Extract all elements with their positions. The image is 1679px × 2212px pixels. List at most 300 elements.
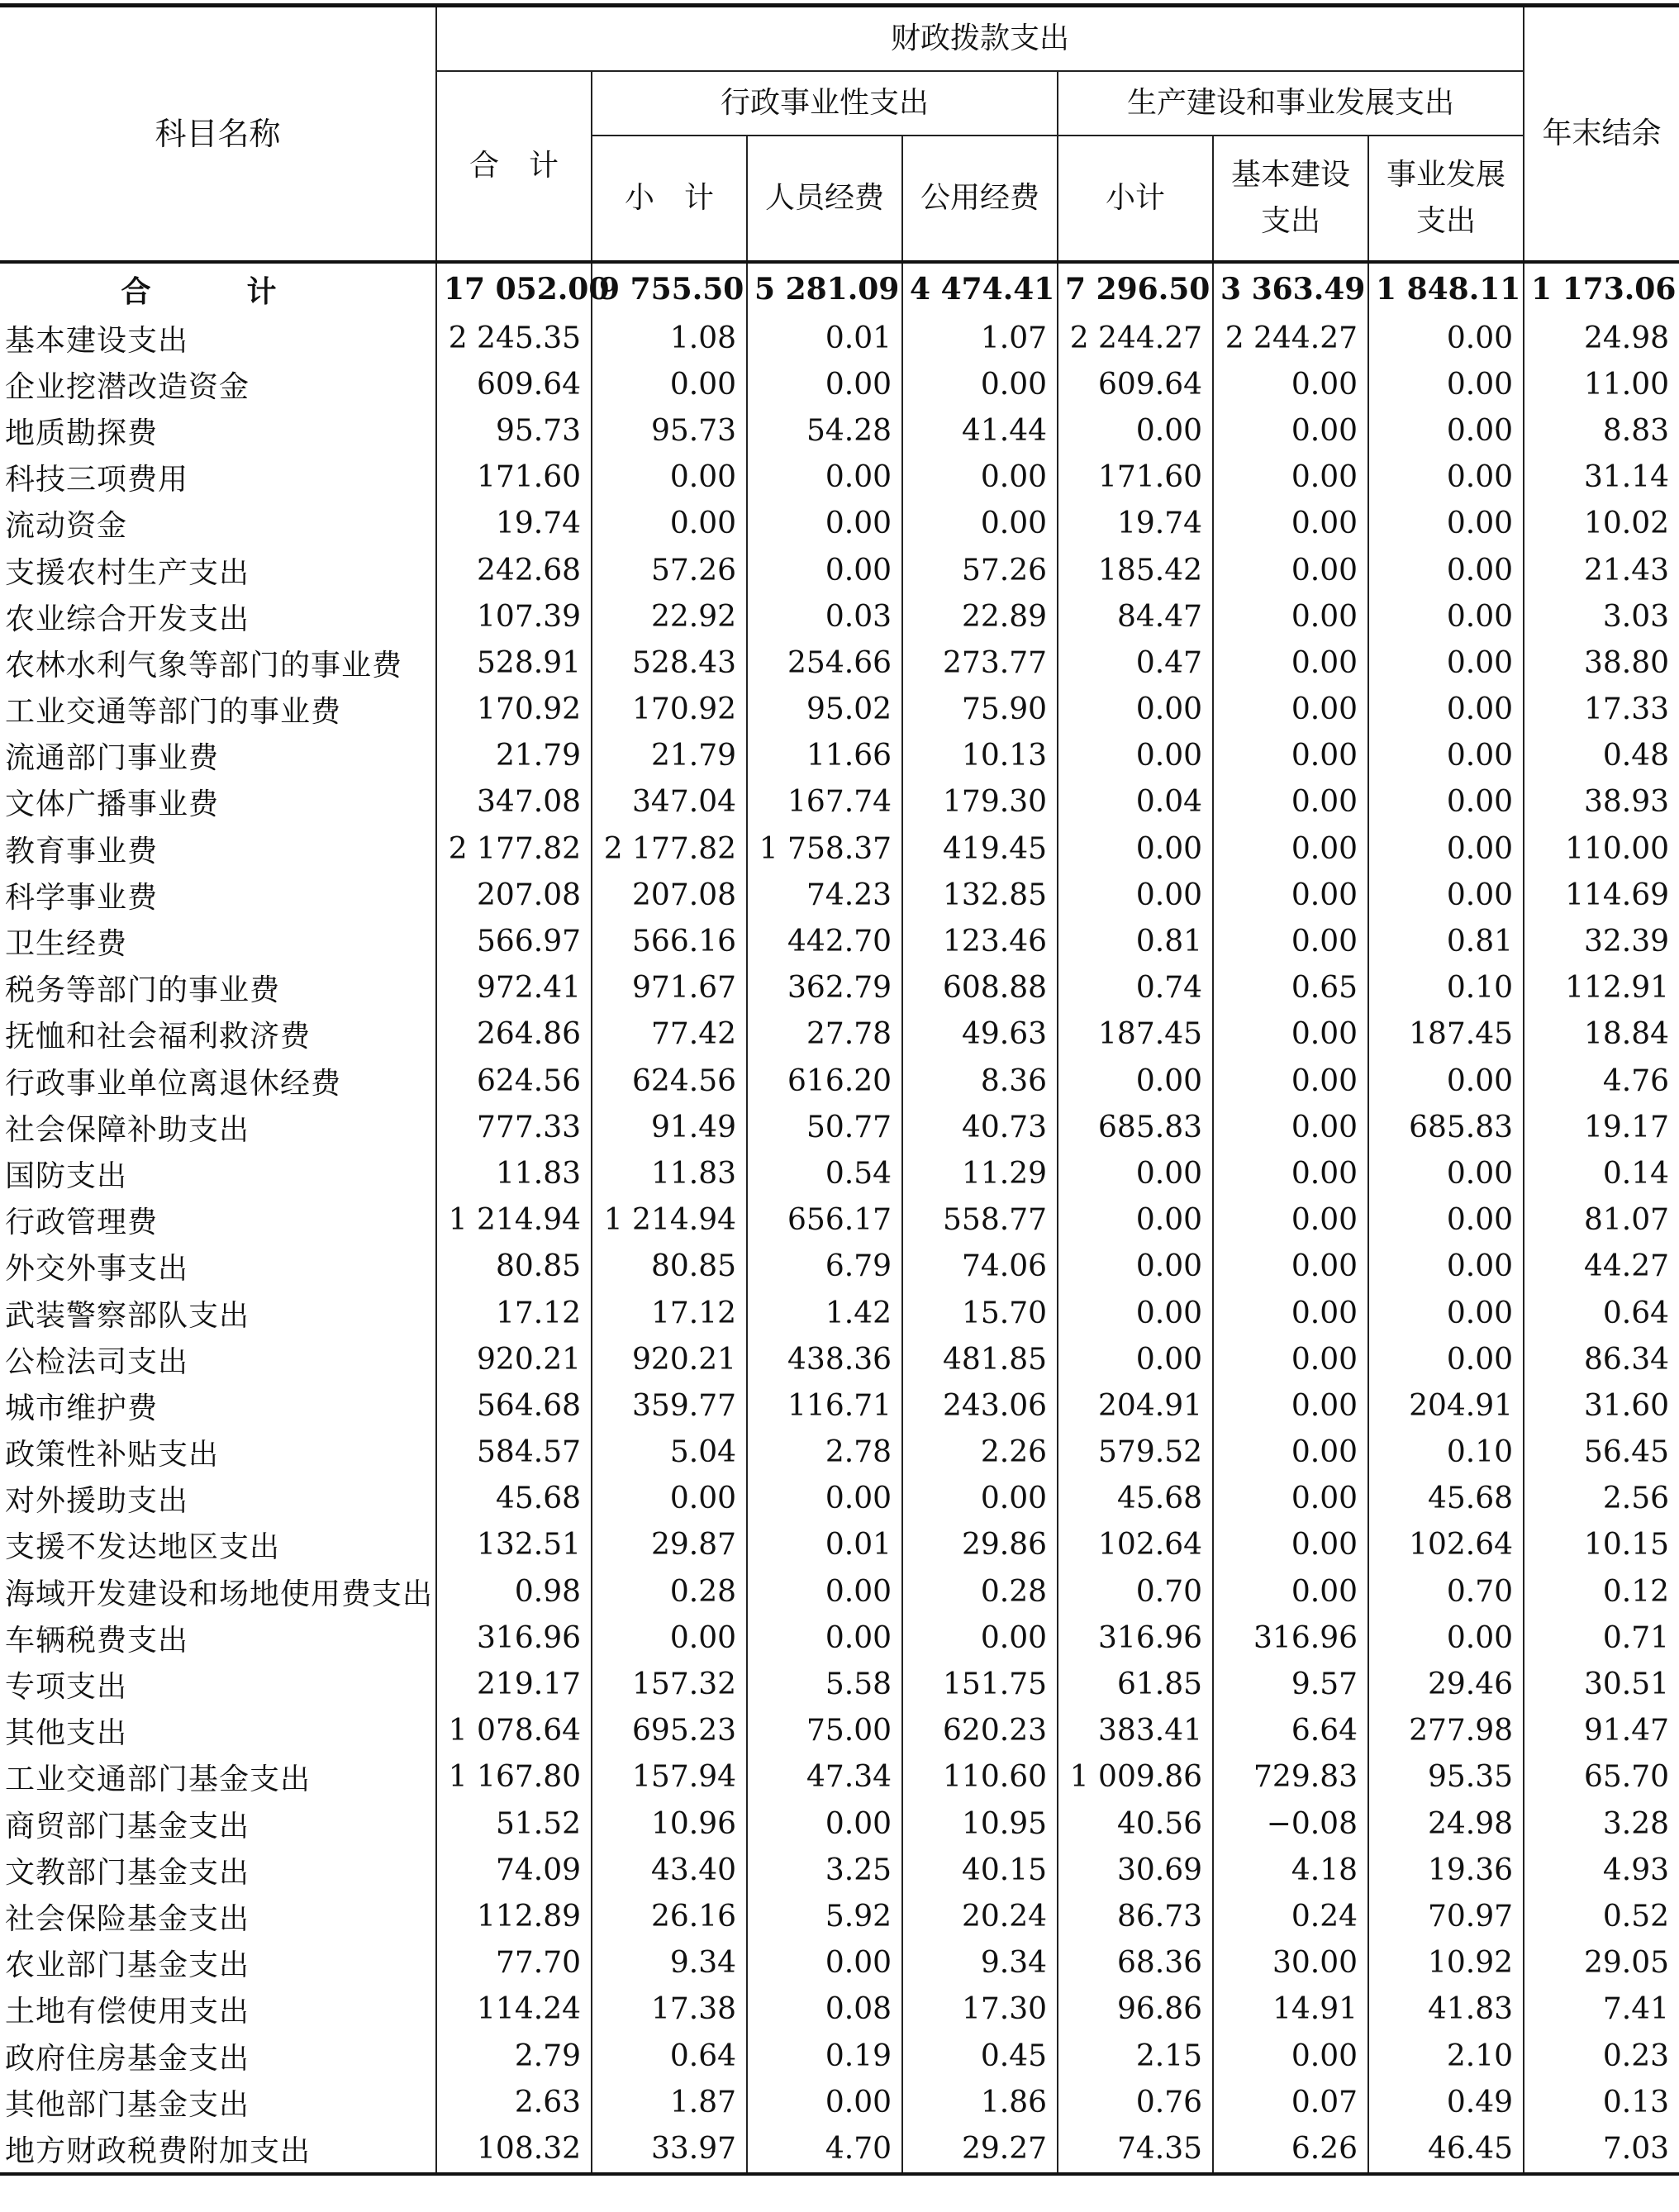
row-value-cell: 19.17: [1524, 1104, 1679, 1150]
row-value-cell: 0.00: [1368, 593, 1524, 640]
row-value-cell: 243.06: [902, 1382, 1058, 1429]
row-value-cell: 32.39: [1524, 918, 1679, 964]
row-value-cell: 0.03: [747, 593, 902, 640]
row-value-cell: 0.00: [1368, 640, 1524, 686]
row-value-cell: 77.70: [436, 1940, 592, 1986]
table-row: [0, 965, 1679, 1011]
row-value-cell: 108.32: [436, 2125, 592, 2173]
row-value-cell: 114.69: [1524, 872, 1679, 918]
row-value-cell: 65.70: [1524, 1754, 1679, 1801]
row-value-cell: 10.95: [902, 1801, 1058, 1847]
row-value-cell: 7.03: [1524, 2125, 1679, 2173]
row-value-cell: 584.57: [436, 1429, 592, 1476]
table-row: [0, 1522, 1679, 1568]
row-value-cell: 0.00: [1368, 687, 1524, 733]
table-row: [0, 825, 1679, 872]
row-value-cell: 0.01: [747, 1522, 902, 1568]
row-value-cell: 971.67: [592, 965, 747, 1011]
row-value-cell: 0.00: [1368, 1290, 1524, 1336]
row-value-cell: 579.52: [1058, 1429, 1213, 1476]
header-basic-construction-line1: 基本建设: [1230, 158, 1350, 193]
row-value-cell: 86.34: [1524, 1336, 1679, 1382]
row-subject-name: 行政事业单位离退休经费: [5, 1066, 342, 1101]
row-value-cell: 528.43: [592, 640, 747, 686]
row-value-cell: 920.21: [592, 1336, 747, 1382]
row-value-cell: 624.56: [592, 1058, 747, 1104]
row-value-cell: 41.44: [902, 407, 1058, 454]
header-production-expenditure: 生产建设和事业发展支出: [1058, 71, 1524, 136]
row-value-cell: 19.36: [1368, 1847, 1524, 1893]
row-value-cell: 4.18: [1213, 1847, 1368, 1893]
row-value-cell: 383.41: [1058, 1708, 1213, 1754]
row-subject-name: 政府住房基金支出: [5, 2041, 250, 2076]
row-value-cell: 204.91: [1058, 1382, 1213, 1429]
row-value-cell: 3.28: [1524, 1801, 1679, 1847]
row-value-cell: 1 758.37: [747, 825, 902, 872]
row-value-cell: 5.58: [747, 1661, 902, 1707]
row-value-cell: 0.00: [1213, 1568, 1368, 1615]
row-subject-name: 流通部门事业费: [5, 741, 220, 776]
row-value-cell: 21.79: [592, 733, 747, 779]
row-value-cell: 972.41: [436, 965, 592, 1011]
row-value-cell: 0.49: [1368, 2079, 1524, 2125]
row-subject-name: 工业交通等部门的事业费: [5, 695, 342, 730]
row-value-cell: 0.70: [1058, 1568, 1213, 1615]
row-value-cell: 187.45: [1368, 1011, 1524, 1058]
row-value-cell: 0.00: [1368, 733, 1524, 779]
row-value-cell: 0.00: [747, 547, 902, 593]
row-subject-name: 农业综合开发支出: [5, 602, 250, 636]
table-row: [0, 1429, 1679, 1476]
row-value-cell: 2.56: [1524, 1476, 1679, 1522]
row-value-cell: 2 245.35: [436, 315, 592, 361]
row-value-cell: 0.00: [1213, 1382, 1368, 1429]
row-subject-name: 武装警察部队支出: [5, 1298, 250, 1333]
table-row: [0, 1382, 1679, 1429]
row-value-cell: 29.05: [1524, 1940, 1679, 1986]
row-value-cell: 0.00: [1368, 547, 1524, 593]
row-value-cell: 1 167.80: [436, 1754, 592, 1801]
row-subject-name: 对外援助支出: [5, 1484, 189, 1519]
row-value-cell: 0.00: [1213, 1522, 1368, 1568]
row-subject-name: 教育事业费: [5, 834, 159, 868]
row-value-cell: 6.79: [747, 1244, 902, 1290]
row-value-cell: 620.23: [902, 1708, 1058, 1754]
row-value-cell: 102.64: [1368, 1522, 1524, 1568]
row-value-cell: 151.75: [902, 1661, 1058, 1707]
row-value-cell: 56.45: [1524, 1429, 1679, 1476]
row-value-cell: 0.00: [592, 361, 747, 407]
row-value-cell: 75.00: [747, 1708, 902, 1754]
row-value-cell: 10.15: [1524, 1522, 1679, 1568]
row-value-cell: 0.00: [1213, 1244, 1368, 1290]
table-row: [0, 501, 1679, 547]
row-value-cell: 277.98: [1368, 1708, 1524, 1754]
row-value-cell: 0.10: [1368, 1429, 1524, 1476]
row-subject-name: 城市维护费: [5, 1391, 159, 1425]
row-value-cell: 11.66: [747, 733, 902, 779]
row-value-cell: 95.02: [747, 687, 902, 733]
row-value-cell: 0.00: [1368, 501, 1524, 547]
row-value-cell: 204.91: [1368, 1382, 1524, 1429]
header-public-cost: 公用经费: [902, 136, 1058, 262]
row-value-cell: 95.73: [592, 407, 747, 454]
row-value-cell: 0.00: [1213, 361, 1368, 407]
row-value-cell: 242.68: [436, 547, 592, 593]
row-value-cell: 207.08: [592, 872, 747, 918]
row-value-cell: 40.56: [1058, 1801, 1213, 1847]
row-value-cell: 1.87: [592, 2079, 747, 2125]
row-value-cell: 49.63: [902, 1011, 1058, 1058]
row-value-cell: 0.00: [1058, 1150, 1213, 1196]
table-row: [0, 687, 1679, 733]
row-value-cell: 18.84: [1524, 1011, 1679, 1058]
row-value-cell: 920.21: [436, 1336, 592, 1382]
row-value-cell: 110.00: [1524, 825, 1679, 872]
row-value-cell: 0.00: [1213, 872, 1368, 918]
row-value-cell: 0.00: [902, 454, 1058, 501]
row-value-cell: 81.07: [1524, 1197, 1679, 1244]
row-value-cell: 2 244.27: [1058, 315, 1213, 361]
table-row: [0, 1104, 1679, 1150]
row-value-cell: 609.64: [436, 361, 592, 407]
row-value-cell: 3 363.49: [1213, 262, 1368, 315]
row-value-cell: 566.16: [592, 918, 747, 964]
row-value-cell: 0.00: [747, 1940, 902, 1986]
row-value-cell: 0.10: [1368, 965, 1524, 1011]
row-subject-name: 文教部门基金支出: [5, 1855, 250, 1890]
row-value-cell: 564.68: [436, 1382, 592, 1429]
row-subject-name: 商贸部门基金支出: [5, 1809, 250, 1843]
row-value-cell: 0.48: [1524, 733, 1679, 779]
row-value-cell: 0.98: [436, 1568, 592, 1615]
row-value-cell: 80.85: [592, 1244, 747, 1290]
row-subject-name: 流动资金: [5, 509, 128, 544]
row-value-cell: 31.60: [1524, 1382, 1679, 1429]
table-row: [0, 1150, 1679, 1196]
row-value-cell: 1 009.86: [1058, 1754, 1213, 1801]
row-value-cell: 102.64: [1058, 1522, 1213, 1568]
row-value-cell: 0.52: [1524, 1893, 1679, 1939]
row-value-cell: 2 177.82: [436, 825, 592, 872]
row-value-cell: 1.42: [747, 1290, 902, 1336]
row-value-cell: 77.42: [592, 1011, 747, 1058]
row-value-cell: 30.00: [1213, 1940, 1368, 1986]
row-value-cell: 0.28: [902, 1568, 1058, 1615]
row-value-cell: 30.51: [1524, 1661, 1679, 1707]
row-value-cell: 1 214.94: [592, 1197, 747, 1244]
row-value-cell: 528.91: [436, 640, 592, 686]
row-value-cell: 609.64: [1058, 361, 1213, 407]
row-value-cell: 11.83: [592, 1150, 747, 1196]
row-value-cell: 0.07: [1213, 2079, 1368, 2125]
row-value-cell: 1 214.94: [436, 1197, 592, 1244]
row-value-cell: 91.47: [1524, 1708, 1679, 1754]
row-value-cell: 27.78: [747, 1011, 902, 1058]
table-row: [0, 547, 1679, 593]
row-value-cell: 17.12: [436, 1290, 592, 1336]
header-business-development-line1: 事业发展: [1386, 158, 1506, 193]
row-value-cell: 685.83: [1058, 1104, 1213, 1150]
row-value-cell: 74.09: [436, 1847, 592, 1893]
row-value-cell: 17.12: [592, 1290, 747, 1336]
row-value-cell: 316.96: [1213, 1615, 1368, 1661]
row-value-cell: 57.26: [592, 547, 747, 593]
table-row: [0, 1476, 1679, 1522]
row-subject-name: 其他支出: [5, 1716, 128, 1751]
row-value-cell: 0.00: [1213, 1197, 1368, 1244]
row-value-cell: 0.00: [1213, 1290, 1368, 1336]
row-value-cell: 0.00: [747, 454, 902, 501]
table-row: [0, 779, 1679, 825]
row-value-cell: 3.03: [1524, 593, 1679, 640]
row-subject-name: 社会保险基金支出: [5, 1901, 250, 1936]
row-value-cell: 8.83: [1524, 407, 1679, 454]
row-subject-name: 外交外事支出: [5, 1252, 189, 1287]
row-value-cell: 41.83: [1368, 1986, 1524, 2033]
row-value-cell: 9.34: [902, 1940, 1058, 1986]
row-subject-name: 地方财政税费附加支出: [0, 2125, 436, 2173]
row-value-cell: 685.83: [1368, 1104, 1524, 1150]
row-value-cell: 185.42: [1058, 547, 1213, 593]
row-value-cell: 254.66: [747, 640, 902, 686]
row-value-cell: 80.85: [436, 1244, 592, 1290]
row-value-cell: 21.79: [436, 733, 592, 779]
row-subject-name: 企业挖潜改造资金: [5, 369, 250, 404]
header-basic-construction: [1213, 136, 1368, 262]
row-value-cell: 0.00: [592, 1615, 747, 1661]
header-business-development-line2: 支出: [1416, 204, 1477, 238]
row-value-cell: 1.86: [902, 2079, 1058, 2125]
row-value-cell: 0.00: [1058, 733, 1213, 779]
row-value-cell: 558.77: [902, 1197, 1058, 1244]
table-row: [0, 1197, 1679, 1244]
row-value-cell: −0.08: [1213, 1801, 1368, 1847]
row-value-cell: 0.00: [1213, 1476, 1368, 1522]
row-value-cell: 57.26: [902, 547, 1058, 593]
row-value-cell: 347.04: [592, 779, 747, 825]
row-value-cell: 74.23: [747, 872, 902, 918]
row-value-cell: 0.00: [1368, 315, 1524, 361]
row-value-cell: 26.16: [592, 1893, 747, 1939]
row-value-cell: 0.00: [1058, 687, 1213, 733]
row-value-cell: 157.94: [592, 1754, 747, 1801]
row-value-cell: 7 296.50: [1058, 262, 1213, 315]
row-value-cell: 20.24: [902, 1893, 1058, 1939]
row-value-cell: 0.81: [1368, 918, 1524, 964]
row-value-cell: 17.30: [902, 1986, 1058, 2033]
row-value-cell: 0.00: [747, 2079, 902, 2125]
row-value-cell: 2.10: [1368, 2033, 1524, 2079]
row-value-cell: 116.71: [747, 1382, 902, 1429]
row-value-cell: 0.19: [747, 2033, 902, 2079]
row-value-cell: 0.47: [1058, 640, 1213, 686]
row-value-cell: 112.89: [436, 1893, 592, 1939]
row-value-cell: 74.06: [902, 1244, 1058, 1290]
row-value-cell: 438.36: [747, 1336, 902, 1382]
row-value-cell: 0.00: [902, 361, 1058, 407]
table-body: [0, 262, 1679, 2174]
row-value-cell: 74.35: [1058, 2125, 1213, 2173]
row-value-cell: 777.33: [436, 1104, 592, 1150]
row-value-cell: 54.28: [747, 407, 902, 454]
row-value-cell: 0.00: [1368, 1244, 1524, 1290]
row-value-cell: 5.04: [592, 1429, 747, 1476]
row-value-cell: 96.86: [1058, 1986, 1213, 2033]
row-value-cell: 0.00: [592, 501, 747, 547]
row-value-cell: 616.20: [747, 1058, 902, 1104]
row-value-cell: 0.00: [1058, 1336, 1213, 1382]
row-value-cell: 0.00: [747, 1476, 902, 1522]
row-value-cell: 1 173.06: [1524, 262, 1679, 315]
row-value-cell: 170.92: [436, 687, 592, 733]
row-value-cell: 40.15: [902, 1847, 1058, 1893]
table-row: [0, 1801, 1679, 1847]
row-value-cell: 316.96: [1058, 1615, 1213, 1661]
row-value-cell: 10.13: [902, 733, 1058, 779]
row-value-cell: 29.46: [1368, 1661, 1524, 1707]
row-value-cell: 44.27: [1524, 1244, 1679, 1290]
row-value-cell: 0.00: [1213, 825, 1368, 872]
table-row: [0, 640, 1679, 686]
row-value-cell: 75.90: [902, 687, 1058, 733]
row-value-cell: 29.27: [902, 2125, 1058, 2173]
header-subject-name: 科目名称: [0, 6, 436, 263]
row-subject-name: 公检法司支出: [5, 1344, 189, 1379]
row-subject-name: 地质勘探费: [5, 416, 159, 450]
fiscal-expenditure-table: [0, 3, 1679, 2176]
row-value-cell: 0.00: [1368, 825, 1524, 872]
table-row: [0, 872, 1679, 918]
header-basic-construction-line2: 支出: [1260, 204, 1320, 238]
row-value-cell: 0.00: [1213, 1011, 1368, 1058]
row-value-cell: 0.00: [1213, 593, 1368, 640]
row-value-cell: 112.91: [1524, 965, 1679, 1011]
row-value-cell: 110.60: [902, 1754, 1058, 1801]
row-value-cell: 171.60: [436, 454, 592, 501]
row-value-cell: 0.00: [1213, 1058, 1368, 1104]
row-value-cell: 10.96: [592, 1801, 747, 1847]
row-value-cell: 0.00: [1368, 1058, 1524, 1104]
table-row: [0, 361, 1679, 407]
row-value-cell: 0.00: [1213, 547, 1368, 593]
row-value-cell: 0.00: [1213, 918, 1368, 964]
row-value-cell: 30.69: [1058, 1847, 1213, 1893]
table-row: [0, 1011, 1679, 1058]
row-value-cell: 29.86: [902, 1522, 1058, 1568]
table-row: [0, 1893, 1679, 1939]
row-value-cell: 17.33: [1524, 687, 1679, 733]
row-value-cell: 9.34: [592, 1940, 747, 1986]
row-value-cell: 51.52: [436, 1801, 592, 1847]
row-subject-name: 专项支出: [5, 1670, 128, 1705]
row-value-cell: 7.41: [1524, 1986, 1679, 2033]
row-value-cell: 0.00: [902, 501, 1058, 547]
row-value-cell: 442.70: [747, 918, 902, 964]
table-row: [0, 1986, 1679, 2033]
header-production-subtotal: 小计: [1058, 136, 1213, 262]
row-subject-name: 支援农村生产支出: [5, 555, 250, 590]
row-value-cell: 0.00: [1213, 1150, 1368, 1196]
row-value-cell: 0.00: [747, 1568, 902, 1615]
header-total: 合 计: [436, 71, 592, 262]
row-value-cell: 10.92: [1368, 1940, 1524, 1986]
row-subject-name: 文体广播事业费: [5, 787, 220, 822]
header-business-development: [1368, 136, 1524, 262]
row-value-cell: 0.00: [1213, 733, 1368, 779]
row-value-cell: 24.98: [1524, 315, 1679, 361]
row-value-cell: 566.97: [436, 918, 592, 964]
row-subject-name: 基本建设支出: [5, 323, 189, 358]
row-value-cell: 0.00: [1368, 1197, 1524, 1244]
row-value-cell: 22.89: [902, 593, 1058, 640]
row-value-cell: 0.08: [747, 1986, 902, 2033]
row-value-cell: 0.00: [1058, 1058, 1213, 1104]
row-value-cell: 0.13: [1524, 2079, 1679, 2125]
row-value-cell: 0.64: [592, 2033, 747, 2079]
row-subject-name: 社会保障补助支出: [5, 1112, 250, 1147]
row-subject-name: 农业部门基金支出: [5, 1948, 250, 1983]
row-value-cell: 4.70: [747, 2125, 902, 2173]
row-value-cell: 2.15: [1058, 2033, 1213, 2079]
row-value-cell: 61.85: [1058, 1661, 1213, 1707]
row-value-cell: 0.64: [1524, 1290, 1679, 1336]
row-value-cell: 38.80: [1524, 640, 1679, 686]
table-row: [0, 1754, 1679, 1801]
row-value-cell: 19.74: [436, 501, 592, 547]
row-value-cell: 15.70: [902, 1290, 1058, 1336]
table-row: [0, 1290, 1679, 1336]
row-subject-name: 支援不发达地区支出: [5, 1530, 281, 1565]
row-value-cell: 0.00: [1213, 454, 1368, 501]
row-subject-name: 土地有偿使用支出: [5, 1995, 250, 2029]
table-row: [0, 407, 1679, 454]
header-admin-expenditure: 行政事业性支出: [592, 71, 1058, 136]
row-value-cell: 46.45: [1368, 2125, 1524, 2173]
row-value-cell: 43.40: [592, 1847, 747, 1893]
row-value-cell: 624.56: [436, 1058, 592, 1104]
row-value-cell: 2.79: [436, 2033, 592, 2079]
table-row: [0, 733, 1679, 779]
row-value-cell: 123.46: [902, 918, 1058, 964]
row-value-cell: 9 755.50: [592, 262, 747, 315]
row-value-cell: 0.24: [1213, 1893, 1368, 1939]
row-value-cell: 0.00: [747, 361, 902, 407]
row-value-cell: 95.35: [1368, 1754, 1524, 1801]
row-value-cell: 5.92: [747, 1893, 902, 1939]
row-value-cell: 0.00: [747, 1801, 902, 1847]
row-value-cell: 0.00: [1058, 407, 1213, 454]
row-value-cell: 0.01: [747, 315, 902, 361]
row-value-cell: 170.92: [592, 687, 747, 733]
row-value-cell: 0.00: [1368, 1336, 1524, 1382]
row-value-cell: 608.88: [902, 965, 1058, 1011]
row-value-cell: 2.26: [902, 1429, 1058, 1476]
row-value-cell: 157.32: [592, 1661, 747, 1707]
row-subject-name: 其他部门基金支出: [5, 2087, 250, 2122]
row-value-cell: 8.36: [902, 1058, 1058, 1104]
row-value-cell: 0.71: [1524, 1615, 1679, 1661]
row-value-cell: 33.97: [592, 2125, 747, 2173]
row-value-cell: 132.51: [436, 1522, 592, 1568]
row-value-cell: 179.30: [902, 779, 1058, 825]
row-value-cell: 14.91: [1213, 1986, 1368, 2033]
row-value-cell: 0.00: [1368, 872, 1524, 918]
row-value-cell: 0.00: [1213, 640, 1368, 686]
row-value-cell: 695.23: [592, 1708, 747, 1754]
row-value-cell: 40.73: [902, 1104, 1058, 1150]
row-value-cell: 19.74: [1058, 501, 1213, 547]
